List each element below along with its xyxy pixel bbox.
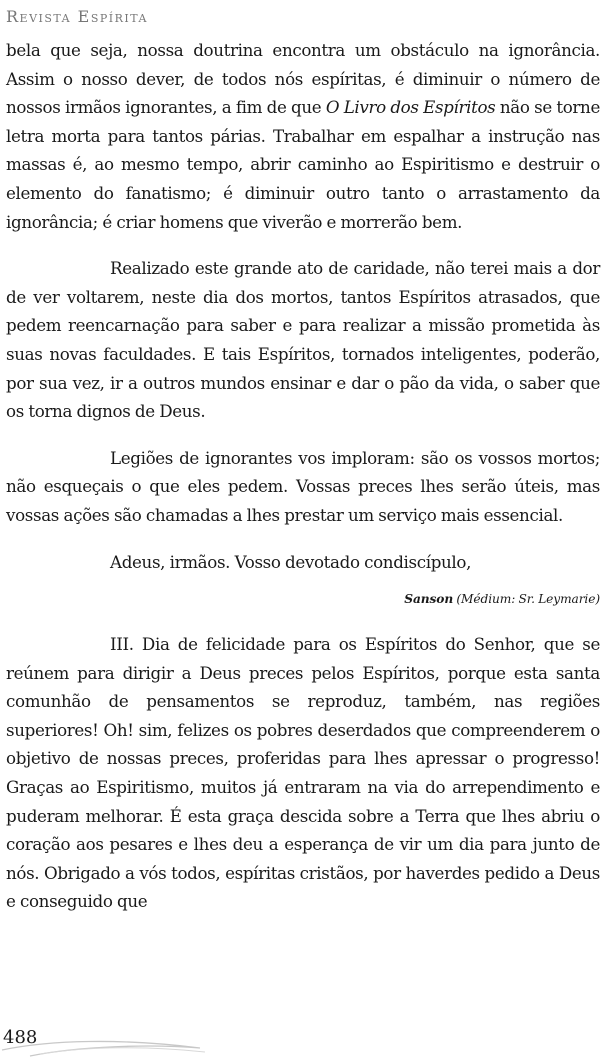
running-header: Revista Espírita — [6, 7, 148, 26]
paragraph-1 — [6, 36, 600, 236]
signature — [6, 588, 600, 610]
paragraph-1-start: bela que seja, nossa doutrina encontra um obstáculo na ignorância. Assim o nosso dever, de todos nós espíritas, é diminuir o número de nossos irmãos ignorantes, a fim de que — [6, 40, 600, 118]
paragraph-2: Realizado este grande ato de caridade, não terei mais a dor de ver voltarem, neste dia dos mortos, tantos Espíritos atrasados, que pedem reencarnação para saber e para realizar a missão prometida às suas novas faculdades. E tais Espíritos, tornados inteligentes, poderão, por sua vez, ir a outros mundos ensinar e dar o pão da vida, o saber que os torna dignos de Deus. — [6, 258, 600, 422]
signature-name: Sanson — [404, 592, 454, 607]
page-body — [6, 36, 600, 916]
signature-medium: (Médium: Sr. Leymarie) — [456, 592, 600, 607]
paragraph-1-end: não se torne letra morta para tantos párias. Trabalhar em espalhar a instrução nas massas é, ao mesmo tempo, abrir caminho ao Espiritismo e destruir o elemento do fanatismo; é diminuir outro tanto o arrastamento da ignorância; é criar homens que viverão e morrerão bem. — [6, 97, 600, 232]
farewell-line: Adeus, irmãos. Vosso devotado condiscípulo, — [110, 551, 472, 572]
footer-swoosh-icon — [0, 1036, 210, 1058]
paragraph-4: III. Dia de felicidade para os Espíritos do Senhor, que se reúnem para dirigir a Deus preces pelos Espíritos, porque esta santa comunhão de pensamentos se reproduz, também, nas regiões superiores! Oh! sim, felizes os pobres deserdados que compreenderem o objetivo de nossas preces, proferidas para lhes apressar o progresso! Graças ao Espiritismo, muitos já entraram na via do arrependimento e puderam melhorar. É esta graça descida sobre a Terra que lhes abriu o coração aos pesares e lhes deu a esperança de vir um dia para junto de nós. Obrigado a vós todos, espíritas cristãos, por haverdes pedido a Deus e conseguido que — [6, 634, 600, 912]
paragraph-3: Legiões de ignorantes vos imploram: são os vossos mortos; não esqueçais o que eles pedem. Vossas preces lhes serão úteis, mas vossas ações são chamadas a lhes prestar um serviço mais essencial. — [6, 447, 600, 525]
page-number: 488 — [3, 1027, 38, 1048]
book-title: O Livro dos Espíritos — [325, 97, 496, 118]
